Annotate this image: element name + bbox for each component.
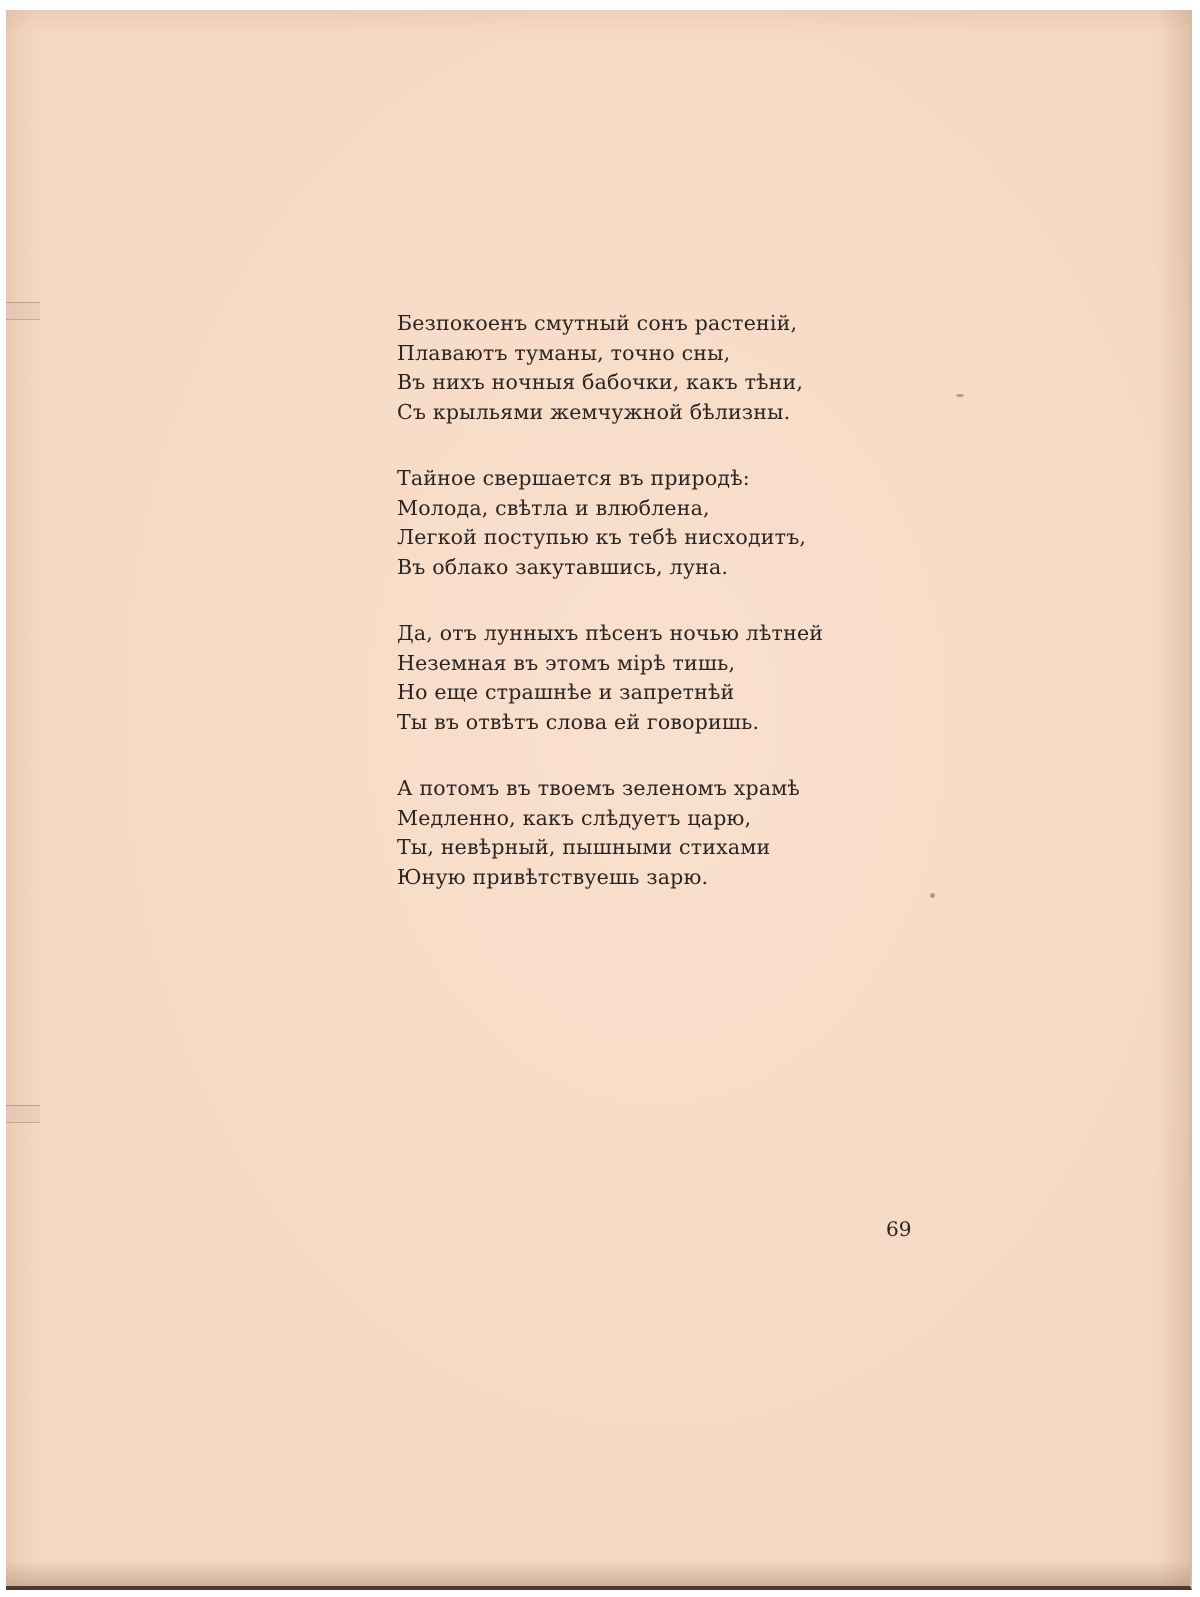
poem-line: Ты, невѣрный, пышными стихами <box>397 835 771 859</box>
book-page <box>6 10 1192 1590</box>
paper-speck <box>956 394 964 397</box>
poem-line: Ты въ отвѣтъ слова ей говоришь. <box>397 709 760 734</box>
poem-line: Съ крыльями жемчужной бѣлизны. <box>397 399 791 424</box>
poem-line: Но еще страшнѣе и запретнѣй <box>397 680 735 704</box>
stanza <box>397 464 823 582</box>
poem-line: Да, отъ лунныхъ пѣсенъ ночью лѣтней <box>397 621 824 645</box>
poem-line: Легкой поступью къ тебѣ нисходитъ, <box>397 525 807 549</box>
poem-line: Юную привѣтствуешь зарю. <box>397 864 709 889</box>
stanza <box>397 619 823 737</box>
page-number: 69 <box>886 1217 912 1241</box>
poem-line: Неземная въ этомъ мірѣ тишь, <box>397 650 736 675</box>
poem-line: А потомъ въ твоемъ зеленомъ храмѣ <box>397 776 800 800</box>
poem-line: Тайное свершается въ природѣ: <box>397 466 750 490</box>
binding-fold-mark <box>6 302 40 320</box>
paper-speck <box>930 893 935 898</box>
poem-line: Въ облако закутавшись, луна. <box>397 554 729 579</box>
stanza <box>397 774 823 892</box>
poem-line: Плаваютъ туманы, точно сны, <box>397 340 731 365</box>
poem-line: Безпокоенъ смутный сонъ растеній, <box>397 311 798 335</box>
poem-line: Медленно, какъ слѣдуетъ царю, <box>397 805 752 830</box>
binding-fold-mark <box>6 1105 40 1123</box>
poem-line: Въ нихъ ночныя бабочки, какъ тѣни, <box>397 370 804 394</box>
stanza <box>397 309 823 427</box>
poem <box>397 309 823 892</box>
poem-line: Молода, свѣтла и влюблена, <box>397 495 710 520</box>
